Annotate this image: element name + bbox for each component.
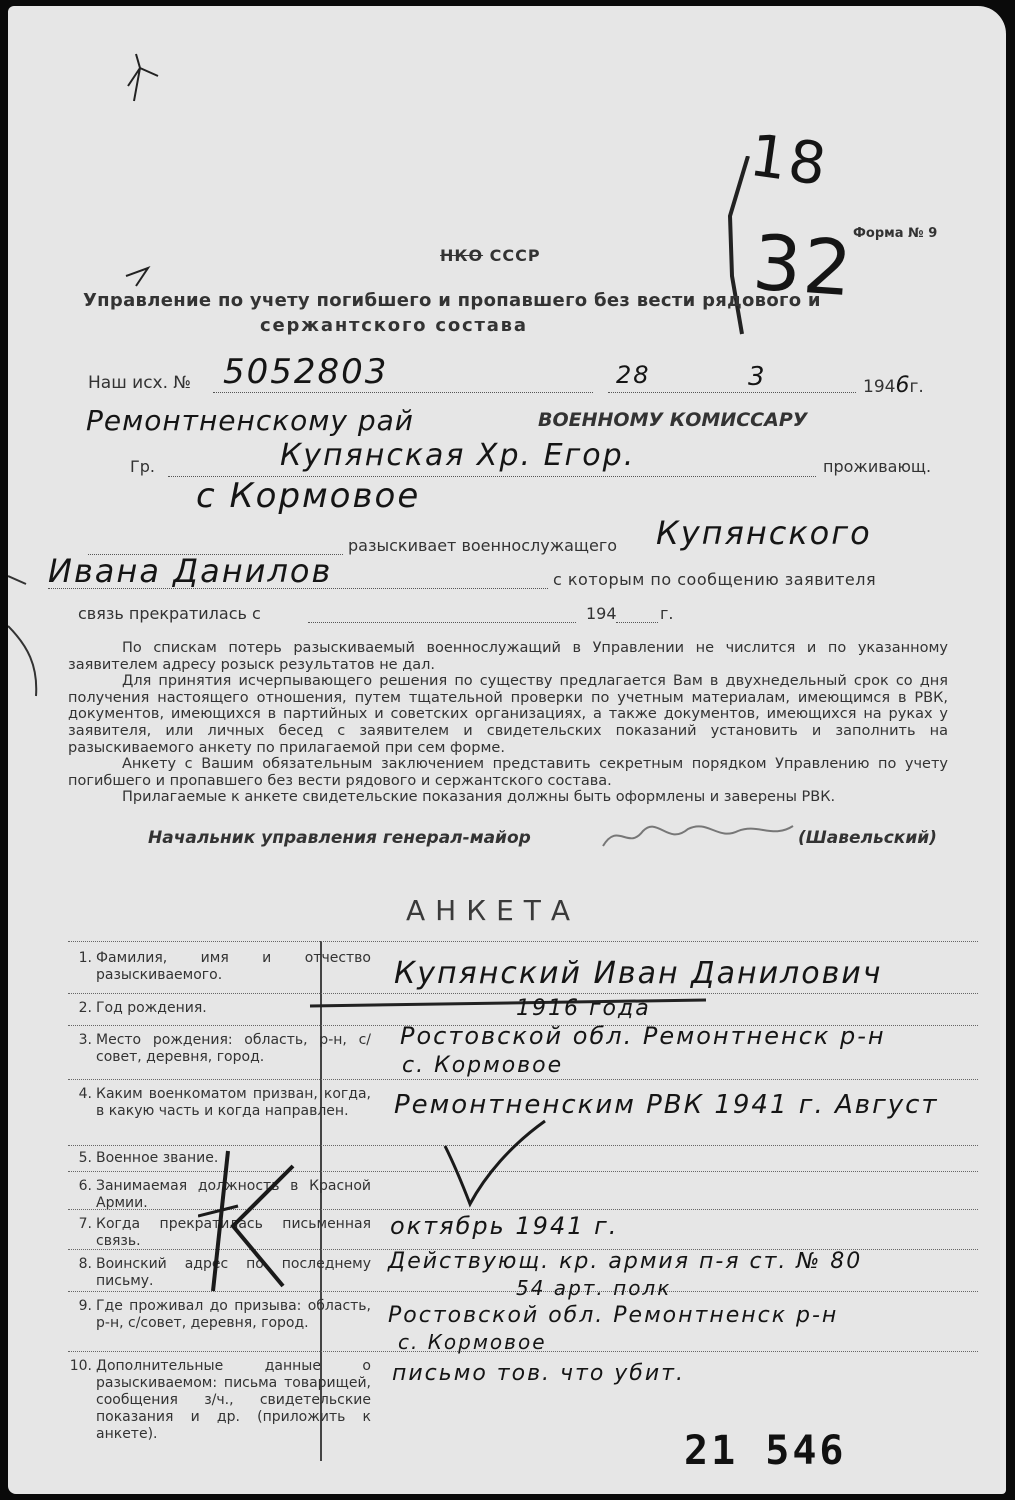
body-paragraph-3: Анкету с Вашим обязательным заключением представить секретным порядком Управлению по учету погибшего и пропавшего без вести рядового и сержантского состава. (68, 756, 948, 789)
department-line-2: сержантского состава (260, 315, 528, 336)
form-title: АНКЕТА (406, 894, 581, 927)
row-label: Каким военкоматом призван, когда, в какую часть и когда направлен. (96, 1086, 371, 1119)
row-number: 9. (78, 1298, 92, 1314)
row-label: Где проживал до призыва: область, р-н, с/совет, деревня, город. (96, 1298, 371, 1331)
row-label: Когда прекратилась письменная связь. (96, 1216, 371, 1249)
answer-7: октябрь 1941 г. (390, 1212, 619, 1240)
body-paragraph-1: По спискам потерь разыскиваемый военнослужащий в Управлении не числится и по указанному заявителем адресу розыск результатов не дал. (68, 640, 948, 673)
row-label: Военное звание. (96, 1150, 219, 1166)
lost-suffix: г. (660, 604, 674, 623)
ref-number: 5052803 (223, 352, 389, 392)
addressee-district: Ремонтненскому рай (86, 404, 414, 437)
corner-number-top: 18 (745, 120, 833, 200)
ref-prefix: Наш исх. № (88, 373, 192, 393)
answer-10: письмо тов. что убит. (392, 1361, 685, 1386)
stamp-number: 21 546 (684, 1428, 847, 1474)
answer-3: Ростовской обл. Ремонтненск р-н (400, 1022, 886, 1050)
row-label: Занимаемая должность в Красной Армии. (96, 1178, 371, 1211)
addressee-place: с Кормовое (196, 476, 421, 516)
answer-4: Ремонтненским РВК 1941 г. Август (394, 1090, 939, 1120)
row-number: 4. (78, 1086, 92, 1102)
answer-2: 1916 года (516, 996, 651, 1021)
row-label: Дополнительные данные о разыскиваемом: письма товарищей, сообщения з/ч., свидетельские показания и др. (приложить к анкете). (96, 1358, 371, 1442)
row-number: 2. (78, 1000, 92, 1016)
row-number: 3. (78, 1032, 92, 1048)
gr-label: Гр. (130, 457, 155, 476)
country-text: СССР (489, 246, 541, 265)
document-sheet (8, 6, 1006, 1494)
row-number: 1. (78, 950, 92, 966)
answer-9-line2: с. Кормовое (398, 1330, 547, 1354)
answer-9: Ростовской обл. Ремонтненск р-н (388, 1303, 839, 1328)
paper-tear-marks (8, 6, 1006, 1494)
signature-name: (Шавельский) (798, 828, 937, 848)
department-line-1: Управление по учету погибшего и пропавшего без вести рядового и (83, 290, 821, 311)
answer-8-line2: 54 арт. полк (516, 1276, 672, 1300)
answer-1: Купянский Иван Данилович (394, 956, 883, 991)
soldier-surname: Купянского (656, 514, 872, 552)
ref-month: 3 (748, 362, 767, 392)
corner-number-bottom: 32 (750, 217, 857, 314)
lost-year-value: 194 (586, 604, 617, 623)
answer-8: Действующ. кр. армия п-я ст. № 80 (388, 1249, 863, 1274)
contact-text: с которым по сообщению заявителя (553, 570, 877, 589)
ref-day: 28 (616, 361, 651, 389)
answer-3-line2: с. Кормовое (402, 1053, 564, 1078)
row-label: Место рождения: область, р-н, с/совет, деревня, город. (96, 1032, 371, 1065)
row-label: Год рождения. (96, 1000, 207, 1016)
signature-title: Начальник управления генерал-майор (148, 828, 531, 848)
ref-year-suffix: г. (909, 377, 924, 397)
row-label: Воинский адрес по последнему письму. (96, 1256, 371, 1289)
row-number: 8. (78, 1256, 92, 1272)
addressee-name: Купянская Хр. Егор. (280, 438, 636, 473)
ref-year-hand: 6 (895, 373, 910, 398)
lost-text: связь прекратилась с (78, 604, 261, 623)
row-number: 6. (78, 1178, 92, 1194)
body-paragraph-2: Для принятия исчерпывающего решения по существу предлагается Вам в двухнедельный срок со дня получения настоящего отношения, путем тщательной проверки по учетным материалам, имеющимся в РВК, документов, имеющихся в партийных и советских организациях, а также документов, имеющихся на руках у заявителя, или личных бесед с заявителем и свидетельских показаний установить и заполнить на разыскиваемого анкету по прилагаемой при сем форме. (68, 673, 948, 756)
ref-year-printed: 194 (863, 377, 896, 397)
nko-struck-text: НКО (440, 246, 484, 265)
row-number: 5. (78, 1150, 92, 1166)
row-number: 7. (78, 1216, 92, 1232)
form-number: Форма № 9 (853, 226, 938, 241)
addressee-commissar: ВОЕННОМУ КОМИССАРУ (538, 409, 808, 431)
soldier-name: Ивана Данилов (48, 552, 333, 590)
body-paragraph-4: Прилагаемые к анкете свидетельские показания должны быть оформлены и заверены РВК. (122, 789, 836, 806)
search-text: разыскивает военнослужащего (348, 536, 618, 555)
row-number: 10. (69, 1358, 92, 1374)
row-label: Фамилия, имя и отчество разыскиваемого. (96, 950, 371, 983)
residing-label: проживающ. (823, 457, 932, 476)
